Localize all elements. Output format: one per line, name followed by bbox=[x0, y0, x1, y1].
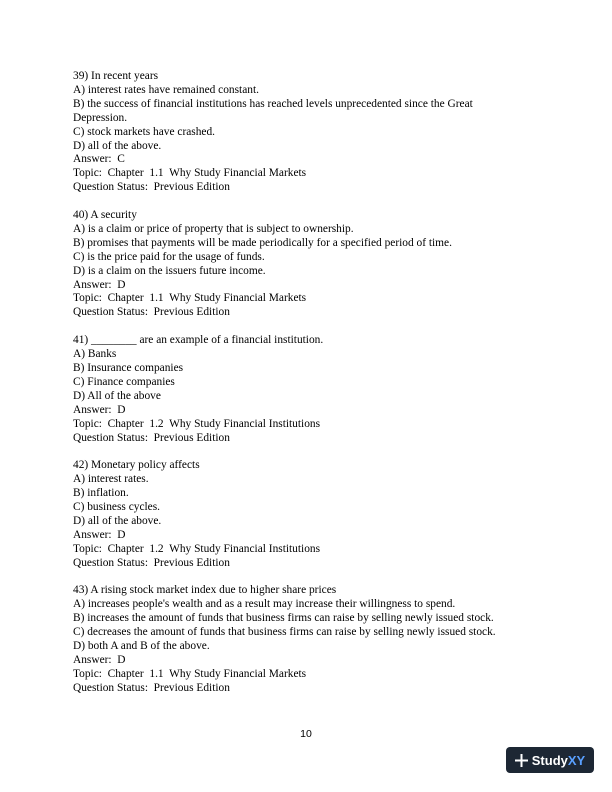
option: D) all of the above. bbox=[73, 514, 162, 527]
option: C) business cycles. bbox=[73, 501, 160, 514]
question-40 bbox=[73, 209, 543, 320]
option: A) increases people's wealth and as a result may increase their willingness to spend. bbox=[73, 598, 456, 611]
option: D) All of the above bbox=[73, 389, 161, 402]
question-status: Question Status: Previous Edition bbox=[73, 181, 230, 194]
question-43 bbox=[73, 584, 543, 695]
option: D) is a claim on the issuers future income. bbox=[73, 264, 266, 277]
option: B) promises that payments will be made periodically for a specified period of time. bbox=[73, 236, 452, 249]
answer: Answer: D bbox=[73, 528, 126, 541]
answer: Answer: C bbox=[73, 153, 125, 166]
question-42 bbox=[73, 459, 543, 570]
question-list bbox=[73, 70, 543, 710]
answer: Answer: D bbox=[73, 654, 126, 666]
option: B) increases the amount of funds that business firms can raise by selling newly issued stock. bbox=[73, 612, 494, 625]
option: B) the success of financial institutions has reached levels unprecedented since the Great bbox=[73, 97, 473, 110]
topic: Topic: Chapter 1.2 Why Study Financial Institutions bbox=[73, 417, 321, 430]
question-stem: 41) ________ are an example of a financial institution. bbox=[73, 334, 324, 347]
studyxy-logo[interactable] bbox=[506, 747, 594, 773]
topic: Topic: Chapter 1.2 Why Study Financial Institutions bbox=[73, 542, 321, 555]
question-39 bbox=[73, 70, 543, 195]
option: A) interest rates. bbox=[73, 473, 149, 486]
option: B) inflation. bbox=[73, 487, 129, 500]
question-status: Question Status: Previous Edition bbox=[73, 681, 230, 694]
question-41 bbox=[73, 334, 543, 445]
question-stem: 42) Monetary policy affects bbox=[73, 459, 200, 472]
option: C) stock markets have crashed. bbox=[73, 125, 216, 138]
option: C) is the price paid for the usage of funds. bbox=[73, 250, 265, 263]
answer: Answer: D bbox=[73, 278, 126, 291]
answer: Answer: D bbox=[73, 403, 126, 416]
option: A) Banks bbox=[73, 348, 117, 361]
option: C) decreases the amount of funds that business firms can raise by selling newly issued stock. bbox=[73, 626, 496, 639]
option: A) is a claim or price of property that is subject to ownership. bbox=[73, 222, 354, 235]
option: C) Finance companies bbox=[73, 375, 175, 388]
brand-name-accent: XY bbox=[567, 752, 586, 768]
question-status: Question Status: Previous Edition bbox=[73, 306, 230, 319]
brand-name bbox=[532, 753, 585, 768]
plus-icon bbox=[515, 754, 528, 767]
question-stem: 39) In recent years bbox=[73, 70, 159, 82]
question-status: Question Status: Previous Edition bbox=[73, 431, 230, 444]
option: D) both A and B of the above. bbox=[73, 640, 210, 653]
question-status: Question Status: Previous Edition bbox=[73, 556, 230, 569]
topic: Topic: Chapter 1.1 Why Study Financial Markets bbox=[73, 667, 307, 680]
topic: Topic: Chapter 1.1 Why Study Financial Markets bbox=[73, 292, 307, 305]
question-stem: 40) A security bbox=[73, 209, 137, 222]
question-stem: 43) A rising stock market index due to higher share prices bbox=[73, 584, 337, 597]
option: Depression. bbox=[73, 111, 128, 124]
option: A) interest rates have remained constant. bbox=[73, 83, 259, 96]
option: D) all of the above. bbox=[73, 139, 162, 152]
topic: Topic: Chapter 1.1 Why Study Financial Markets bbox=[73, 167, 307, 180]
option: B) Insurance companies bbox=[73, 362, 184, 374]
page-number: 10 bbox=[300, 728, 312, 740]
brand-name-main: Study bbox=[531, 752, 568, 768]
